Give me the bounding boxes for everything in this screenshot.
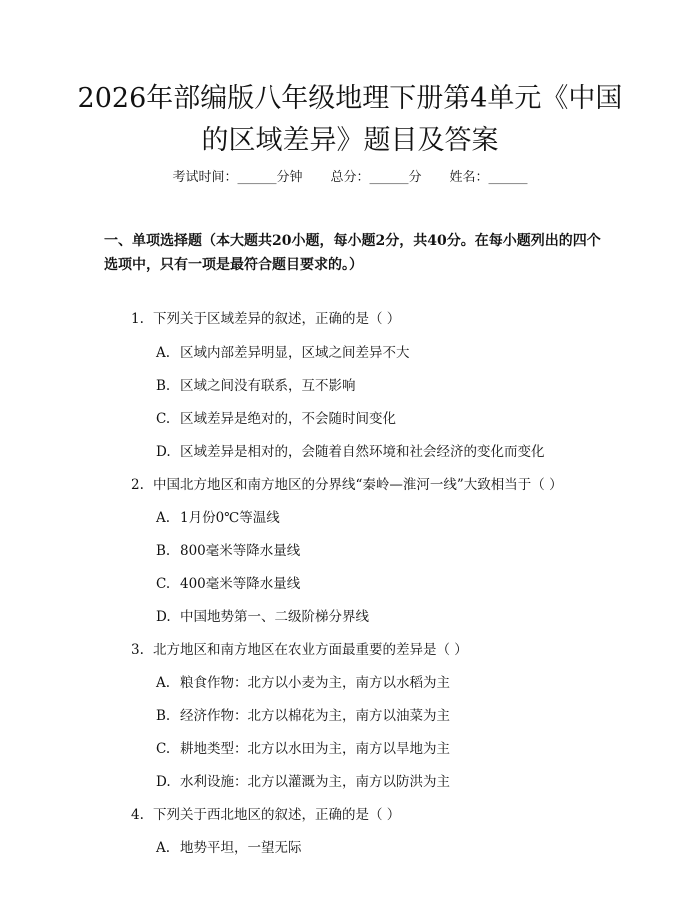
question-text: 下列关于西北地区的叙述，正确的是（ ） <box>153 807 401 823</box>
document-title: 2026年部编版八年级地理下册第4单元《中国的区域差异》题目及答案 <box>77 83 623 156</box>
question-2-option-c: C. 400毫米等降水量线 <box>156 576 301 592</box>
question-1-option-b: B. 区域之间没有联系，互不影响 <box>156 378 356 394</box>
question-number: 3. <box>131 642 144 658</box>
question-4-option-a: A. 地势平坦，一望无际 <box>156 840 302 856</box>
question-text: 中国北方地区和南方地区的分界线“秦岭—淮河一线”大致相当于（ ） <box>153 477 563 493</box>
question-3-option-a: A. 粮食作物：北方以小麦为主，南方以水稻为主 <box>156 675 450 691</box>
question-2-option-a: A. 1月份0℃等温线 <box>156 510 280 526</box>
question-number: 4. <box>131 807 144 823</box>
question-2-option-b: B. 800毫米等降水量线 <box>156 543 301 559</box>
question-4 <box>131 805 400 825</box>
question-3 <box>131 640 468 660</box>
question-1-option-d: D. 区域差异是相对的，会随着自然环境和社会经济的变化而变化 <box>156 444 545 460</box>
total-score-field: 总分：______分 <box>330 170 422 185</box>
question-3-option-d: D. 水利设施：北方以灌溉为主，南方以防洪为主 <box>156 774 450 790</box>
question-number: 1. <box>131 311 144 327</box>
section-heading: 一、单项选择题（本大题共20小题，每小题2分，共40分。在每小题列出的四个选项中，只有一项是最符合题目要求的。） <box>104 233 601 273</box>
question-3-option-c: C. 耕地类型：北方以水田为主，南方以旱地为主 <box>156 741 450 757</box>
question-1 <box>131 309 400 329</box>
question-1-option-c: C. 区域差异是绝对的，不会随时间变化 <box>156 411 396 427</box>
question-1-option-a: A. 区域内部差异明显，区域之间差异不大 <box>156 345 410 361</box>
question-2 <box>131 475 563 495</box>
question-number: 2. <box>131 477 144 493</box>
question-2-option-d: D. 中国地势第一、二级阶梯分界线 <box>156 609 369 625</box>
exam-info <box>0 168 700 188</box>
student-name-field: 姓名：______ <box>449 170 528 185</box>
question-3-option-b: B. 经济作物：北方以棉花为主，南方以油菜为主 <box>156 708 450 724</box>
exam-time-field: 考试时间：______分钟 <box>172 170 303 185</box>
question-text: 北方地区和南方地区在农业方面最重要的差异是（ ） <box>153 642 468 658</box>
question-text: 下列关于区域差异的叙述，正确的是（ ） <box>153 311 401 327</box>
